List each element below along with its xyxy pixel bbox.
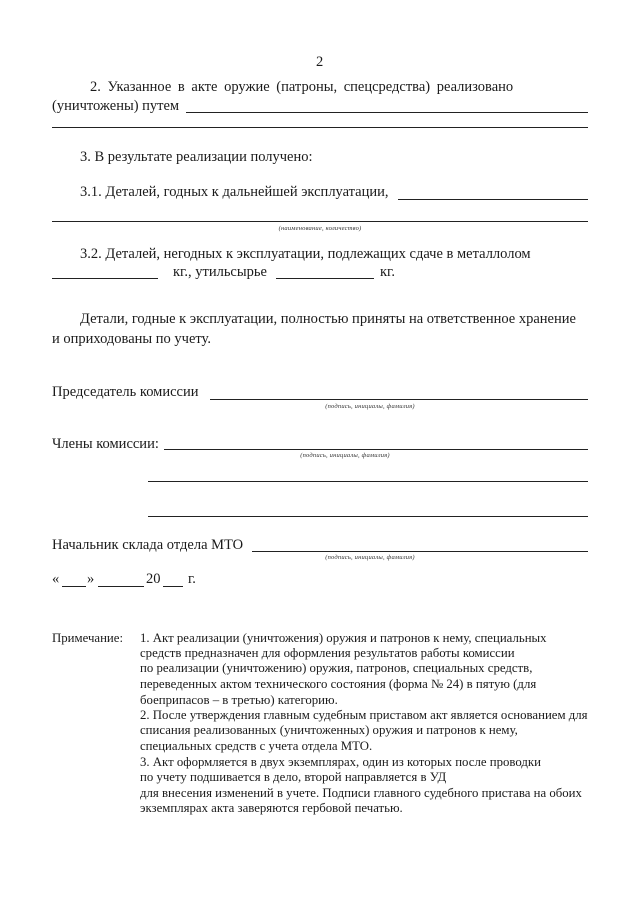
note-p1-line4: переведенных актом технического состояния (форма № 24) в пятую (для <box>140 677 537 691</box>
member-signature-line-3[interactable] <box>148 516 588 517</box>
details-line2: и оприходованы по учету. <box>52 331 211 347</box>
note-p3-line2: по учету подшивается в дело, второй направляется в УД <box>140 770 447 784</box>
method-field-line[interactable] <box>186 112 588 113</box>
warehouse-head-signature-line[interactable] <box>252 551 588 552</box>
date-year-prefix: 20 <box>146 571 161 587</box>
date-open-quote: « <box>52 571 60 587</box>
date-year-suffix: г. <box>188 571 196 587</box>
date-day-field[interactable] <box>62 586 86 587</box>
chairman-signature-line[interactable] <box>210 399 588 400</box>
members-caption: (подпись, инициалы, фамилия) <box>300 452 390 459</box>
item-3-1-label: 3.1. Деталей, годных к дальнейшей эксплуатации, <box>80 184 389 200</box>
note-label: Примечание: <box>52 631 123 645</box>
method-field-line-2[interactable] <box>52 127 588 128</box>
note-p3-line4: экземплярах акта заверяются гербовой печатью. <box>140 801 403 815</box>
item-3-2-kg-label: кг., утильсырье <box>173 264 267 280</box>
date-year-field[interactable] <box>163 586 183 587</box>
note-p2-line2: списания реализованных (уничтоженных) оружия и патронов к нему, <box>140 723 518 737</box>
note-p1-line1: 1. Акт реализации (уничтожения) оружия и патронов к нему, специальных <box>140 631 547 645</box>
item-3-1-field-line[interactable] <box>398 199 588 200</box>
item-3-1-field-line-2[interactable] <box>52 221 588 222</box>
section2-line2: (уничтожены) путем <box>52 98 180 114</box>
note-p1-line3: по реализации (уничтожению) оружия, патронов, специальных средств, <box>140 661 533 675</box>
scrap-kg-field-line[interactable] <box>52 278 158 279</box>
chairman-caption: (подпись, инициалы, фамилия) <box>325 403 415 410</box>
details-line1: Детали, годные к эксплуатации, полностью приняты на ответственное хранение <box>80 311 576 327</box>
note-p1-line5: боеприпасов – в третью) категорию. <box>140 693 338 707</box>
page-number: 2 <box>316 54 324 70</box>
chairman-label: Председатель комиссии <box>52 384 199 400</box>
note-p1-line2: средств предназначен для оформления результатов работы комиссии <box>140 646 515 660</box>
utility-kg-field-line[interactable] <box>276 278 374 279</box>
note-p3-line1: 3. Акт оформляется в двух экземплярах, один из которых после проводки <box>140 755 541 769</box>
section3-heading: 3. В результате реализации получено: <box>80 149 313 165</box>
item-3-1-caption: (наименование, количество) <box>278 225 362 232</box>
members-label: Члены комиссии: <box>52 436 159 452</box>
date-month-field[interactable] <box>98 586 144 587</box>
date-close-quote: » <box>87 571 95 587</box>
warehouse-head-label: Начальник склада отдела МТО <box>52 537 244 553</box>
section2-line1: 2. Указанное в акте оружие (патроны, спецсредства) реализовано <box>90 79 514 95</box>
member-signature-line-1[interactable] <box>164 449 588 450</box>
item-3-2-line1: 3.2. Деталей, негодных к эксплуатации, подлежащих сдаче в металлолом <box>80 246 531 262</box>
note-p2-line3: специальных средств с учета отдела МТО. <box>140 739 373 753</box>
note-p3-line3: для внесения изменений в учете. Подписи главного судебного пристава на обоих <box>140 786 582 800</box>
note-p2-line1: 2. После утверждения главным судебным приставом акт является основанием для <box>140 708 588 722</box>
member-signature-line-2[interactable] <box>148 481 588 482</box>
item-3-2-kg2-label: кг. <box>380 264 395 280</box>
warehouse-head-caption: (подпись, инициалы, фамилия) <box>325 554 415 561</box>
